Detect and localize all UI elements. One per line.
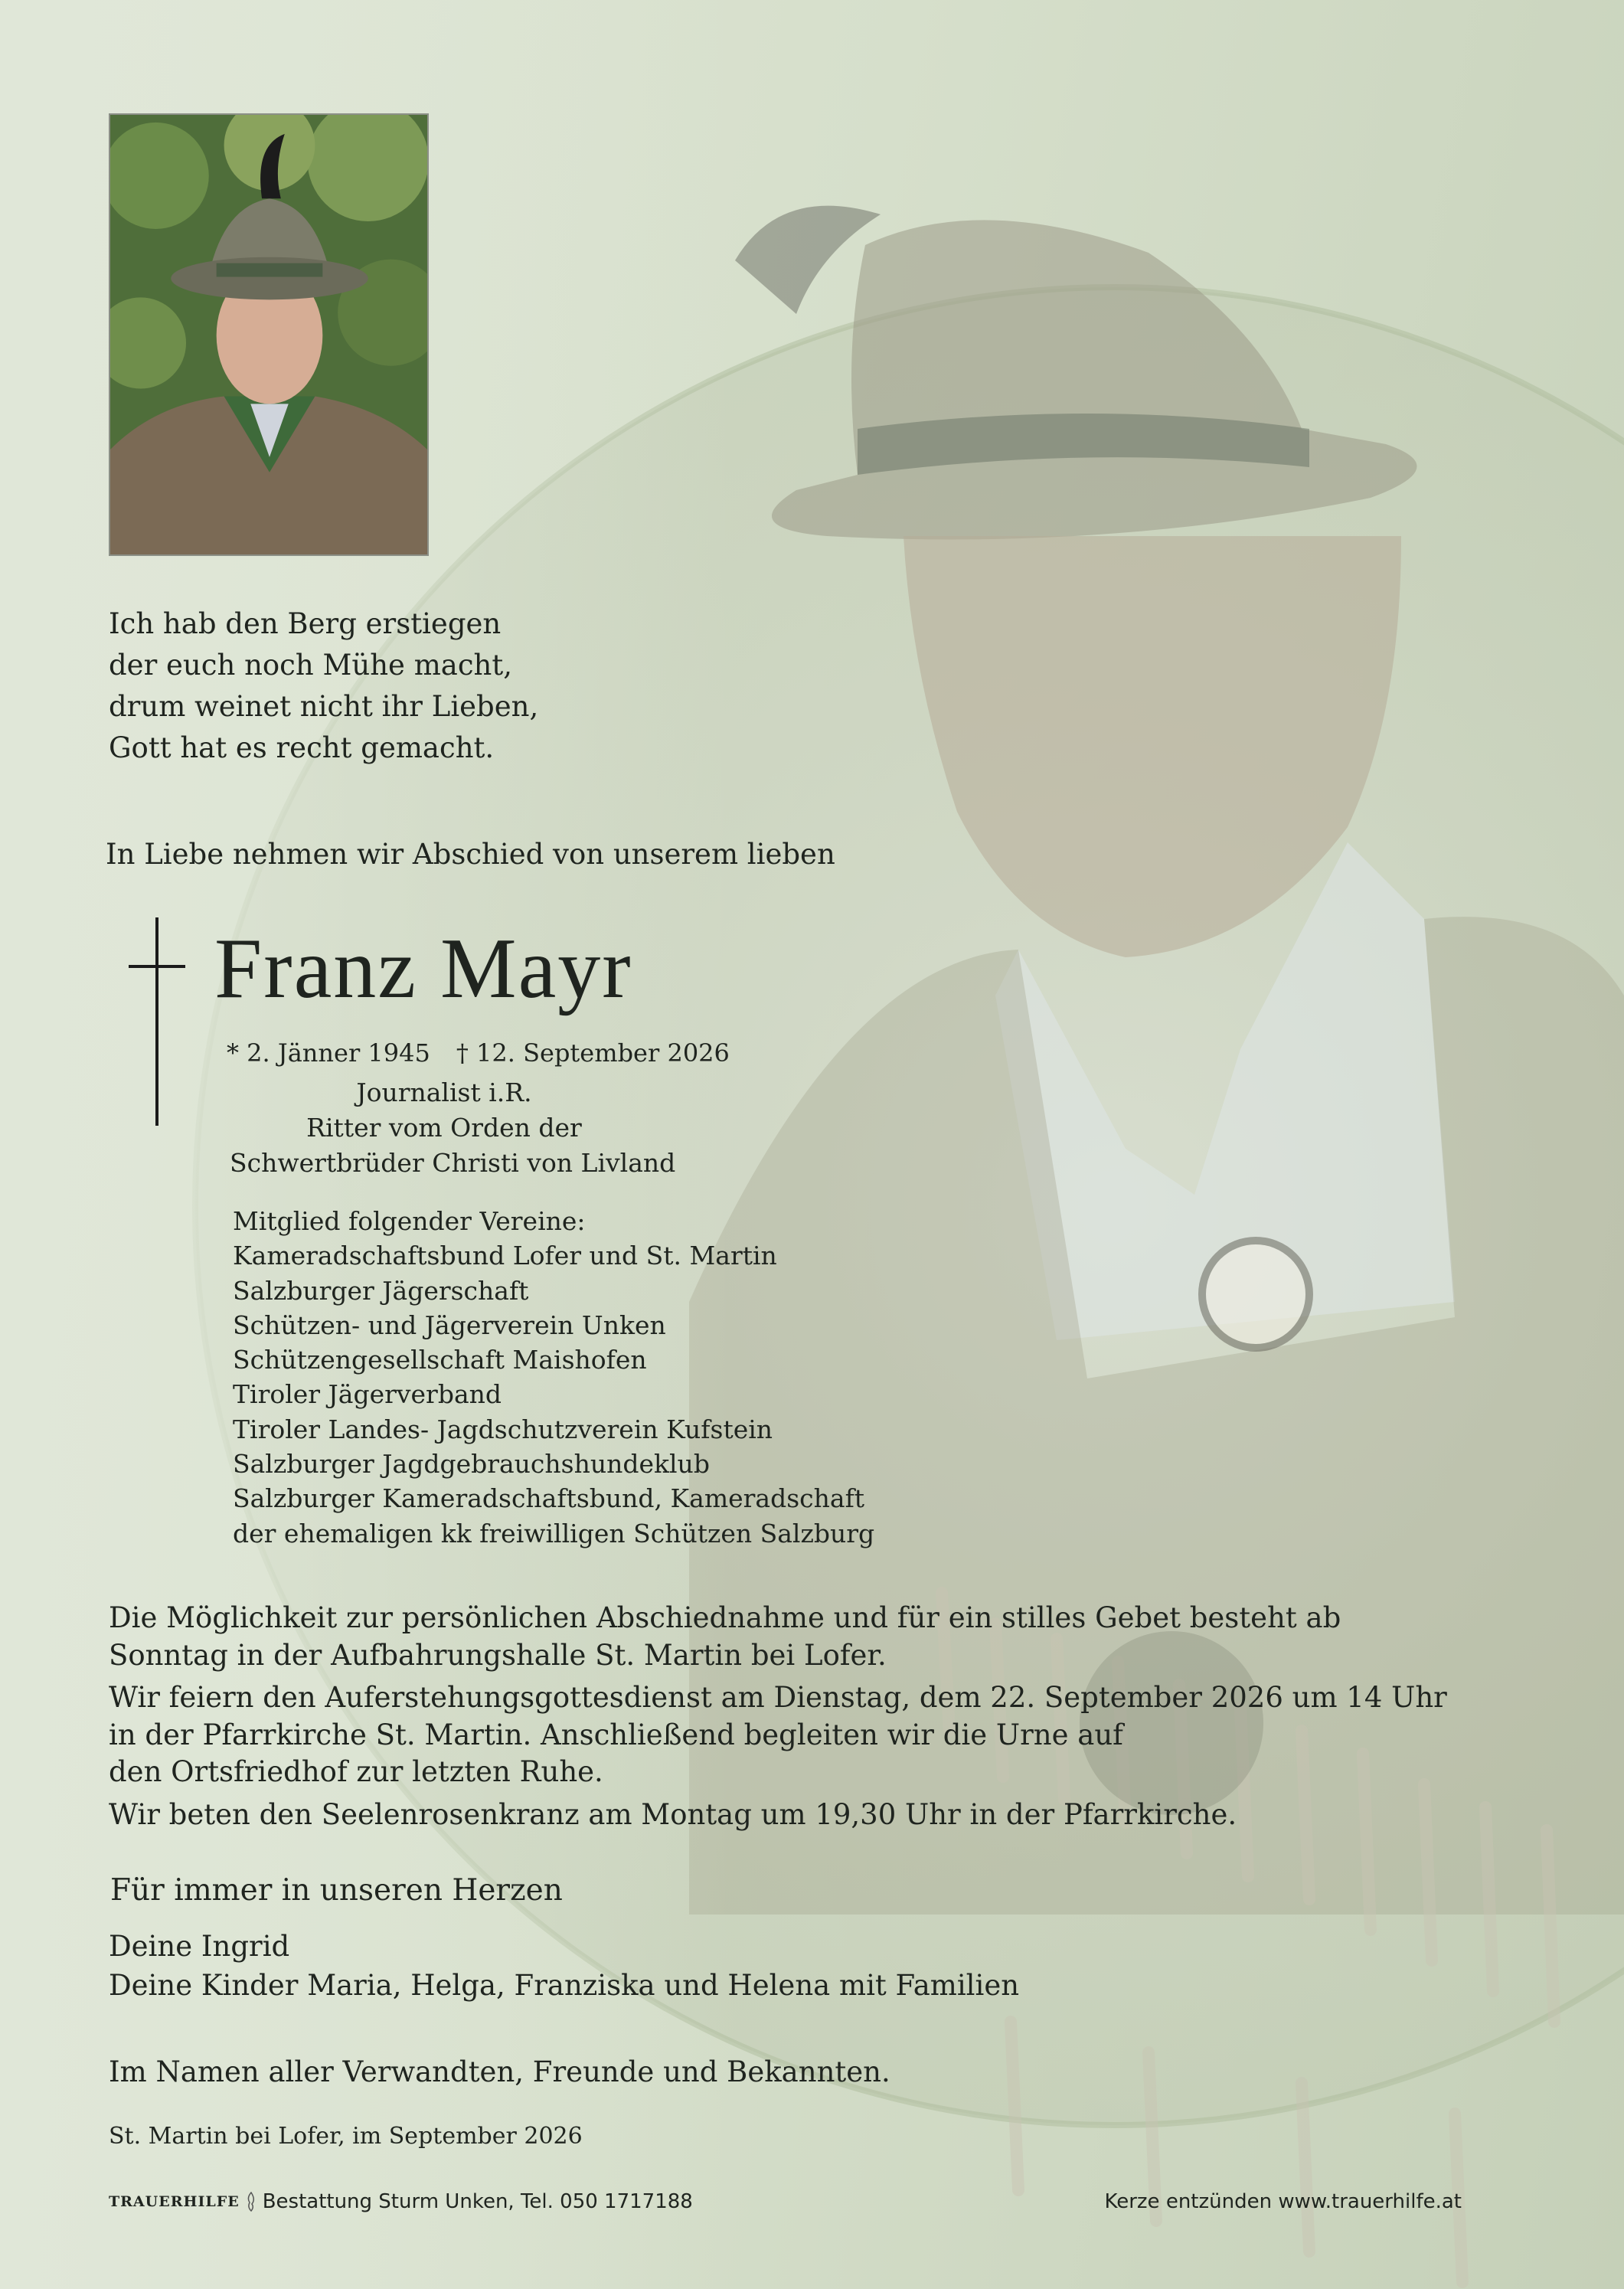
notice-line: Sonntag in der Aufbahrungshalle St. Martin bei Lofer. xyxy=(109,1638,887,1672)
life-dates xyxy=(227,1038,730,1068)
notice-line: den Ortsfriedhof zur letzten Ruhe. xyxy=(109,1755,603,1788)
poem xyxy=(109,603,538,769)
club-memberships xyxy=(233,1204,874,1551)
notice-line: Die Möglichkeit zur persönlichen Abschiednahme und für ein stilles Gebet besteht ab xyxy=(109,1601,1341,1634)
title-line: Journalist i.R. xyxy=(356,1077,532,1107)
club-item: Tiroler Jägerverband xyxy=(233,1379,502,1410)
club-item: Tiroler Landes- Jagdschutzverein Kufstein xyxy=(233,1414,773,1444)
family-list xyxy=(109,1927,1019,2005)
poem-line: drum weinet nicht ihr Lieben, xyxy=(109,690,539,723)
candle-flame-icon xyxy=(246,2192,257,2212)
funeral-notice xyxy=(109,1594,1447,1839)
trauerhilfe-logo: TRAUERHILFE xyxy=(109,2193,240,2210)
title-line: Ritter vom Orden der xyxy=(306,1113,582,1143)
relatives-line: Im Namen aller Verwandten, Freunde und Bekannten. xyxy=(109,2055,890,2088)
place-date: St. Martin bei Lofer, im September 2026 xyxy=(109,2123,583,2150)
family-line: Deine Kinder Maria, Helga, Franziska und Helena mit Familien xyxy=(109,1969,1020,2002)
deceased-photo xyxy=(109,113,429,556)
poem-line: Gott hat es recht gemacht. xyxy=(109,731,495,764)
club-heading: Mitglied folgender Vereine: xyxy=(233,1206,586,1236)
title-line: Schwertbrüder Christi von Livland xyxy=(230,1148,676,1178)
club-item: Kameradschaftsbund Lofer und St. Martin xyxy=(233,1241,777,1271)
notice-line: Wir beten den Seelenrosenkranz am Montag um 19,30 Uhr in der Pfarrkirche. xyxy=(109,1797,1237,1831)
titles xyxy=(230,1075,676,1181)
intro-text: In Liebe nehmen wir Abschied von unserem lieben xyxy=(106,838,835,871)
deceased-name: Franz Mayr xyxy=(214,921,632,1016)
club-item: Schützen- und Jägerverein Unken xyxy=(233,1310,666,1340)
notice-line: Wir feiern den Auferstehungsgottesdienst am Dienstag, dem 22. September 2026 um 14 Uhr xyxy=(109,1681,1447,1714)
birth-date: * 2. Jänner 1945 xyxy=(227,1038,430,1068)
undertaker-contact: Bestattung Sturm Unken, Tel. 050 1717188 xyxy=(262,2190,693,2213)
club-item: Salzburger Kameradschaftsbund, Kameradschaft xyxy=(233,1483,865,1514)
light-candle-link[interactable]: Kerze entzünden www.trauerhilfe.at xyxy=(1104,2190,1462,2213)
death-date: † 12. September 2026 xyxy=(456,1038,730,1068)
club-item: Salzburger Jägerschaft xyxy=(233,1275,529,1306)
cross-icon xyxy=(155,917,158,1126)
footer-undertaker xyxy=(109,2190,693,2213)
notice-line: in der Pfarrkirche St. Martin. Anschließend begleiten wir die Urne auf xyxy=(109,1718,1123,1751)
cross-icon-bar xyxy=(129,965,185,968)
poem-line: der euch noch Mühe macht, xyxy=(109,649,513,682)
club-item: der ehemaligen kk freiwilligen Schützen Salzburg xyxy=(233,1518,875,1548)
club-item: Schützengesellschaft Maishofen xyxy=(233,1345,647,1375)
poem-line: Ich hab den Berg erstiegen xyxy=(109,607,502,640)
club-item: Salzburger Jagdgebrauchshundeklub xyxy=(233,1449,710,1480)
forever-heading: Für immer in unseren Herzen xyxy=(110,1873,563,1908)
family-line: Deine Ingrid xyxy=(109,1930,290,1963)
